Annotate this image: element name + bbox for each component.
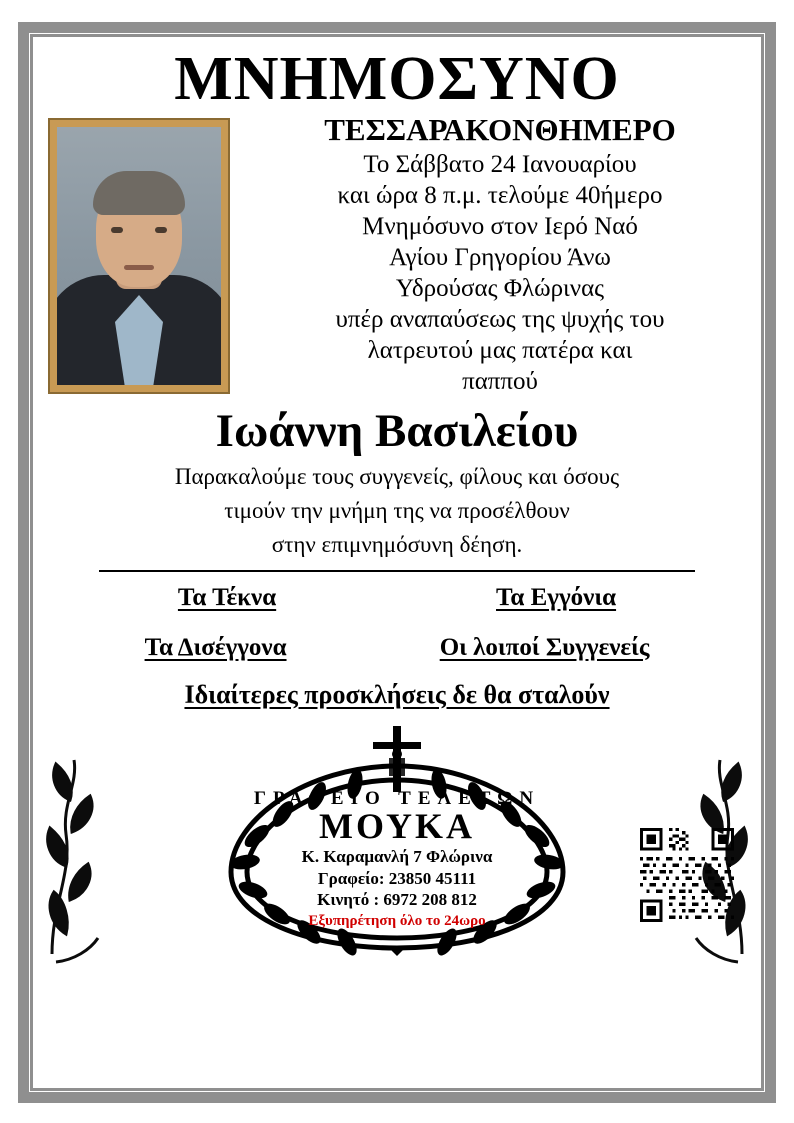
memorial-line: Υδρούσας Φλώρινας <box>395 274 605 302</box>
floral-ornament-icon <box>44 754 106 964</box>
family-item: Τα Δισέγγονα <box>144 633 287 661</box>
memorial-line: Μνημόσυνο στον Ιερό Ναό <box>362 212 638 240</box>
invitation-note: Ιδιαίτερες προσκλήσεις δε θα σταλούν <box>184 679 610 709</box>
family-item: Τα Εγγόνια <box>496 583 617 611</box>
funeral-home-brand: ΜΟΥΚΑ <box>318 805 476 846</box>
header-block <box>42 114 752 397</box>
family-row <box>68 584 726 612</box>
funeral-home-office-phone: Γραφείο: 23850 45111 <box>317 868 477 888</box>
memorial-line: παππού <box>462 367 538 395</box>
divider <box>99 570 695 572</box>
portrait-photo <box>50 120 228 392</box>
funeral-home-label: ΓΡΑΦΕΙΟ ΤΕΛΕΤΩΝ <box>253 787 541 809</box>
memorial-line: υπέρ αναπαύσεως της ψυχής του <box>335 305 665 333</box>
memorial-line: και ώρα 8 π.μ. τελούμε 40ήμερο <box>337 181 663 209</box>
memorial-subtitle: ΤΕΣΣΑΡΑΚΟΝΘΗΜΕΡΟ <box>324 112 676 147</box>
portrait-eye-right <box>155 227 167 233</box>
portrait-hair <box>93 171 185 215</box>
family-item: Οι λοιποί Συγγενείς <box>439 633 650 661</box>
funeral-home-address: Κ. Καραμανλή 7 Φλώρινα <box>301 846 493 866</box>
announcement-content <box>42 42 752 1083</box>
funeral-home-info <box>232 788 562 930</box>
portrait-mouth <box>124 265 154 270</box>
deceased-name: Ιωάννη Βασιλείου <box>215 404 579 457</box>
portrait-eye-left <box>111 227 123 233</box>
portrait-container <box>42 114 242 392</box>
memorial-line: Το Σάββατο 24 Ιανουαρίου <box>363 150 637 178</box>
funeral-home-emblem <box>42 724 752 974</box>
memorial-line: Αγίου Γρηγορίου Άνω <box>389 243 611 271</box>
memorial-line: λατρευτού μας πατέρα και <box>367 336 633 364</box>
family-row <box>68 634 726 662</box>
family-item: Τα Τέκνα <box>177 583 277 611</box>
family-list <box>68 584 726 662</box>
floral-ornament-icon <box>688 754 750 964</box>
funeral-home-service-note: Εξυπηρέτηση όλο το 24ωρο <box>308 912 486 929</box>
announcement-text <box>242 114 752 397</box>
invitation-line: τιμούν την μνήμη της να προσέλθουν <box>224 497 570 523</box>
funeral-home-mobile-phone: Κινητό : 6972 208 812 <box>317 889 477 909</box>
page-title: ΜΝΗΜΟΣΥΝΟ <box>174 45 620 113</box>
invitation-line: Παρακαλούμε τους συγγενείς, φίλους και όσους <box>174 463 620 489</box>
invitation-line: στην επιμνημόσυνη δέηση. <box>271 531 523 557</box>
